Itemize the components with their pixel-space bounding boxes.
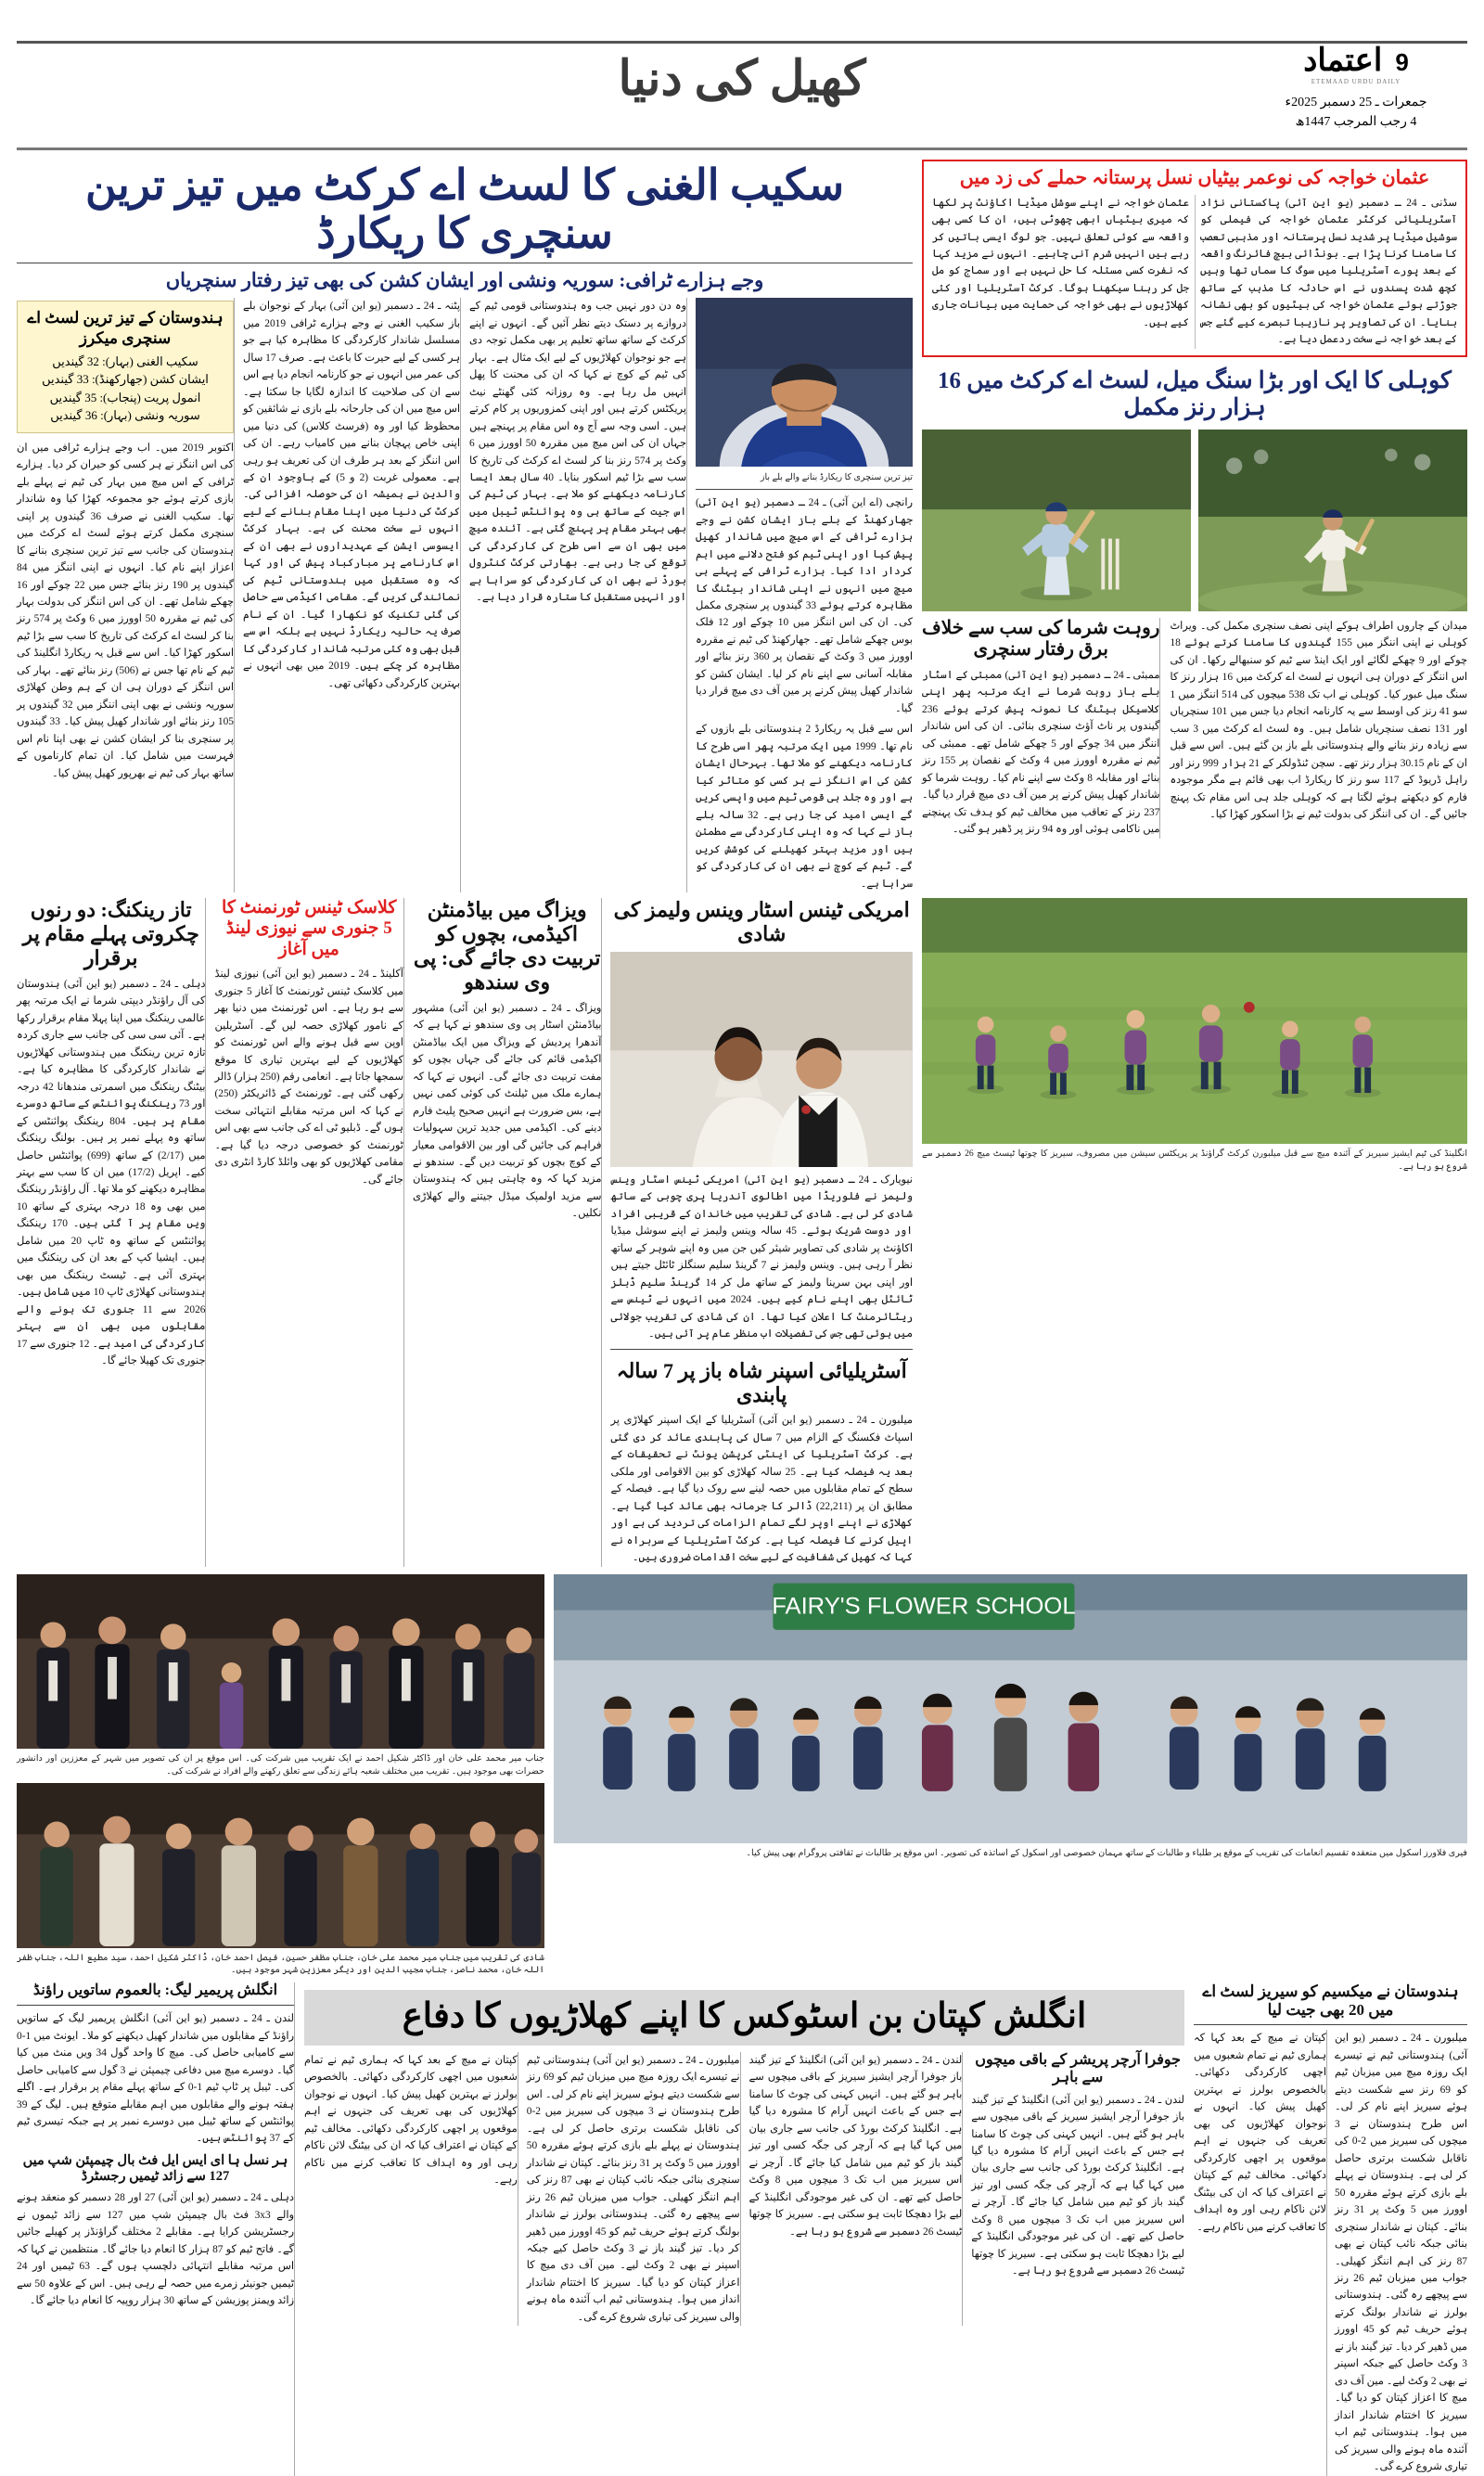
main-story-col-c: وہ دن دور نہیں جب وہ ہندوستانی قومی ٹیم کے دروازے پر دستک دیتے نظر آئیں گے۔ انہوں نے اپنے کرکٹ کے ساتھ ساتھ تعلیم پر بھی مکمل توجہ دی ہے جو نوجوان کھلاڑیوں کے لیے ایک مثال ہے۔ بہار کی ٹیم کے کوچ نے کہا کہ ان کی محنت کا پھل انہیں مل رہا ہے۔ وہ روزانہ کئی گھنٹے نیٹ پریکٹس کرتے ہیں اور اپنی کمزوریوں پر کام کرتے ہیں۔ اسی وجہ سے آج وہ اس مقام پر پہنچے ہیں جہاں ان کی اس میچ میں مقررہ 50 اوورز میں 6 وکٹ پر 574 رنز بنا کر لسٹ اے کرکٹ کی تاریخ کا سب سے بڑا ٹیم اسکور بنایا۔ 40 سال بعد ایسا کارنامہ دیکھنے کو ملا ہے۔ بہار کی ٹیم کی اس جیت کے ساتھ ہی وہ پوائنٹس ٹیبل میں بھی بہتر مقام پر پہنچ گئی ہے۔ آئندہ میچ میں بھی ان سے اسی طرح کی کارکردگی کی توقع کی جا رہی ہے۔ بھارتی کرکٹ کنٹرول بورڈ نے بھی ان کی کارکردگی کو سراہا ہے اور انہیں مستقبل کا ستارہ قرار دیا ہے۔ (469, 301, 686, 604)
player-photo-caption: تیز ترین سنچری کا ریکارڈ بنانے والے بلے باز (760, 472, 913, 483)
reception-caption-2: شادی کی تقریب میں جناب میر محمد علی خان، جناب مظفر حسین، فیصل احمد خان، ڈاکٹر شکیل احمد، سید مطیع اللہ، جناب ظفر اللہ خان، محمد ناصر، جناب مجیب الدین اور دیگر معززین شہر موجود ہیں۔ (17, 1952, 544, 1976)
reception-group-photo-1 (17, 1574, 544, 1749)
venus-headline: امریکی ٹینس اسٹار وینس ولیمز کی شادی (613, 897, 910, 945)
training-photo-caption: انگلینڈ کی ٹیم ایشیز سیریز کے آئندہ میچ سے قبل میلبورن کرکٹ گراؤنڈ پر پریکٹس سیشن میں مصروف، سیریز کا چوتھا ٹیسٹ میچ 26 دسمبر سے شروع ہو رہا ہے۔ (922, 1148, 1467, 1172)
stokes-body-1: لندن ـ 24 ـ دسمبر (یو این آئی) انگلینڈ کے تیز گیند باز جوفرا آرچر ایشیز سیریز کے باقی میچوں سے باہر ہو گئے ہیں۔ انہیں کہنی کی چوٹ کا سامنا ہے جس کے باعث انہیں آرام کا مشورہ دیا گیا ہے۔ انگلینڈ کرکٹ بورڈ کی جانب سے جاری بیان میں کہا گیا ہے کہ آرچر کی جگہ کسی اور تیز گیند باز کو ٹیم میں شامل کیا جائے گا۔ آرچر نے اس سیریز میں اب تک 3 میچوں میں 8 وکٹ حاصل کیے تھے۔ ان کی غیر موجودگی انگلینڈ کے لیے بڑا دھچکا ثابت ہو سکتی ہے۔ سیریز کا چوتھا ٹیسٹ 26 دسمبر سے شروع ہو رہا ہے۔ (748, 2054, 963, 2238)
epl-headline: انگلش پریمیر لیگ: بالعموم ساتویں راؤنڈ (32, 1982, 278, 1999)
india-series-headline: ہندوستان نے میکسیم کو سیریز لسٹ اے میں 20 بھی جیت لیا (1202, 1982, 1459, 2020)
stokes-body-2: میلبورن ـ 24 ـ دسمبر (یو این آئی) ہندوستانی ٹیم نے تیسرے ایک روزہ میچ میں میزبان ٹیم کو 69 رنز سے شکست دیتے ہوئے سیریز اپنے نام کر لی۔ اس طرح ہندوستان نے 3 میچوں کی سیریز میں 2-0 کی ناقابل شکست برتری حاصل کر لی ہے۔ ہندوستان نے پہلے بلے بازی کرتے ہوئے مقررہ 50 اوورز میں 5 وکٹ پر 31 رنز بنائے۔ کپتان نے شاندار سنچری بنائی جبکہ نائب کپتان نے بھی 87 رنز کی اہم اننگز کھیلی۔ جواب میں میزبان ٹیم 26 رنز سے پیچھے رہ گئی۔ ہندوستانی بولرز نے شاندار بولنگ کرتے ہوئے حریف ٹیم کو 45 اوورز میں ڈھیر کر دیا۔ تیز گیند باز نے 3 وکٹ حاصل کیے جبکہ اسپنر نے بھی 2 وکٹ لیے۔ مین آف دی میچ کا اعزاز کپتان کو دیا گیا۔ سیریز کا اختتام شاندار انداز میں ہوا۔ ہندوستانی ٹیم اب آئندہ ماہ ہونے والی سیریز کی تیاری شروع کرے گی۔ (526, 2054, 740, 2323)
batsman-illustration-2 (922, 430, 1191, 611)
factbox-title: ہندوستان کے تیز ترین لسٹ اے سنچری میکرز (27, 309, 224, 347)
archer-headline: جوفرا آرچر پریشر کے باقی میچوں سے باہر (975, 2051, 1182, 2085)
khawaja-story-box (922, 160, 1467, 357)
stokes-headline: انگلش کپتان بن اسٹوکس کا اپنے کھلاڑیوں کا دفاع (402, 1997, 1087, 2036)
stokes-body-3: کپتان نے میچ کے بعد کہا کہ ہماری ٹیم نے تمام شعبوں میں اچھی کارکردگی دکھائی۔ بالخصوص بولرز نے بہترین کھیل پیش کیا۔ انہوں نے نوجوان کھلاڑیوں کی بھی تعریف کی جنہوں نے اہم موقعوں پر اچھی کارکردگی دکھائی۔ مخالف ٹیم کے کپتان نے اعتراف کیا کہ ان کی بیٹنگ لائن ناکام رہی اور وہ اہداف کا تعاقب کرنے میں ناکام رہے۔ (304, 2054, 518, 2187)
venus-wedding-photo (610, 952, 913, 1167)
dignitaries-illustration-1 (17, 1574, 544, 1749)
team-training-illustration (922, 898, 1467, 1144)
futsal-headline: ہر نسل ہا ای ایس ایل فٹ بال چیمپئن شپ میں 127 سے زائد ٹیمیں رجسٹرڈ (22, 2152, 288, 2185)
factbox-list (25, 353, 225, 425)
rohit-headline: روہت شرما کی سب سے خلاف برق رفتار سنچری (922, 617, 1160, 661)
rankings-body: دہلی ـ 24 ـ دسمبر (یو این آئی) ہندوستان کی آل راؤنڈر دیپتی شرما نے ایک مرتبہ پھر عالمی رینکنگ میں اپنا پہلا مقام برقرار رکھا ہے۔ آئی سی سی کی جانب سے جاری کردہ تازہ ترین رینکنگ میں ہندوستانی کھلاڑیوں نے شاندار کارکردگی کا مظاہرہ کیا ہے۔ بیٹنگ رینکنگ میں اسمرتی مندھانا 42 درجہ اور 73 رینکنگ پوائنٹس کے ساتھ دوسرے مقام پر ہیں۔ 804 رینکنگ پوائنٹس کے ساتھ وہ پہلے نمبر پر ہیں۔ بولنگ رینکنگ میں (2/17) کے ساتھ (699) پوائنٹس حاصل کیے۔ اپریل (17/2) میں ان کا سب سے بہتر مظاہرہ دیکھنے کو ملا تھا۔ آل راؤنڈر رینکنگ میں بھی وہ 18 درجہ بہتری کے ساتھ 10 ویں مقام پر آ گئی ہیں۔ 170 رینکنگ پوائنٹس کے ساتھ وہ ٹاپ 20 میں شامل ہیں۔ ایشیا کپ کے بعد ان کی رینکنگ میں بہتری آئی ہے۔ ٹیسٹ رینکنگ میں بھی ہندوستانی کھلاڑی ٹاپ 10 میں شامل ہیں۔ 2026 سے 11 جنوری تک ہونے والے مقابلوں میں بھی ان سے بہتر کارکردگی کی امید ہے۔ 12 جنوری سے 17 جنوری تک کھیلا جائے گا۔ (16, 978, 206, 1367)
main-headline: سکیب الغنی کا لسٹ اے کرکٹ میں تیز ترین سنچری کا ریکارڈ (84, 161, 845, 257)
rohit-body: ممبئی ـ 24 ـ دسمبر (یو این آئی) ممبئی کے اسٹار بلے باز روہت شرما نے ایک مرتبہ پھر اپنی کلاسیکل بیٹنگ کا نمونہ پیش کرتے ہوئے 236 گیندوں پر ناٹ آؤٹ سنچری بنائی۔ ان کی اس شاندار اننگز میں 34 چوکے اور 5 چھکے شامل تھے۔ ممبئی کی ٹیم نے مقررہ اوورز میں 4 وکٹ کے نقصان پر 155 رنز بنائے اور مقابلہ 8 وکٹ سے اپنے نام کیا۔ روہت شرما کو شاندار کھیل پیش کرنے پر مین آف دی میچ قرار دیا گیا۔ 237 رنز کے تعاقب میں مخالف ٹیم کو ہدف تک پہنچنے میں ناکامی ہوئی اور وہ 94 رنز پر ڈھیر ہو گئی۔ (922, 670, 1160, 836)
school-children-illustration (554, 1574, 1467, 1843)
tennis-nz-body: آکلینڈ ـ 24 ـ دسمبر (یو این آئی) نیوزی لینڈ میں کلاسک ٹینس ٹورنمنٹ کا آغاز 5 جنوری سے ہو رہا ہے۔ اس ٹورنمنٹ میں دنیا بھر کے نامور کھلاڑی حصہ لیں گے۔ آسٹریلین اوپن سے قبل ہونے والے اس ٹورنمنٹ کو کھلاڑیوں کے لیے بہترین تیاری کا موقع سمجھا جاتا ہے۔ انعامی رقم (250 ہزار) ڈالر رکھی گئی ہے۔ ٹورنمنٹ کے ڈائریکٹر (250) نے کہا کہ اس مرتبہ مقابلے انتہائی سخت ہوں گے۔ ڈبلیو ٹی اے کی جانب سے بھی اس ٹورنمنٹ کو خصوصی درجہ دیا گیا ہے۔ مقامی کھلاڑیوں کو بھی وائلڈ کارڈ انٹری دی جائے گی۔ (214, 969, 403, 1186)
school-photo-caption: فیری فلاورز اسکول میں منعقدہ تقسیم انعامات کی تقریب کے موقع پر طلباء و طالبات کے ساتھ مہمان خصوصی اور اسکول کے اساتذہ کی تصویر۔ اس موقع پر طالبات نے ثقافتی پروگرام بھی پیش کیا۔ (746, 1847, 1467, 1858)
cricket-photo-2 (922, 430, 1191, 611)
svg-text:FAIRY'S FLOWER SCHOOL: FAIRY'S FLOWER SCHOOL (772, 1593, 1076, 1620)
factbox-item: سوریہ ونشی (بہار): 36 گیندیں (50, 408, 200, 423)
newspaper-page (0, 41, 1484, 2473)
india-series-body-2: کپتان نے میچ کے بعد کہا کہ ہماری ٹیم نے تمام شعبوں میں اچھی کارکردگی دکھائی۔ بالخصوص بولرز نے بہترین کھیل پیش کیا۔ انہوں نے نوجوان کھلاڑیوں کی بھی تعریف کی جنہوں نے اہم موقعوں پر اچھی کارکردگی دکھائی۔ مخالف ٹیم کے کپتان نے اعتراف کیا کہ ان کی بیٹنگ لائن ناکام رہی اور وہ اہداف کا تعاقب کرنے میں ناکام رہے۔ (1194, 2033, 1326, 2233)
main-story-col-b: پٹنہ ـ 24 ـ دسمبر (یو این آئی) بہار کے نوجوان بلے باز سکیب الغنی نے وجے ہزارے ٹرافی 2019 میں مسلسل شاندار کارکردگی کا مظاہرہ کیا ہے جو ہر کسی کے لیے حیرت کا باعث ہے۔ صرف 17 سال کی عمر میں انہوں نے جو کارنامہ انجام دیا ہے اس سے ان کی صلاحیت کا اندازہ لگایا جا سکتا ہے۔ اس میچ میں ان کی جارحانہ بلے بازی نے شائقین کو محظوظ کیا اور وہ (فرسٹ کلاس) کی دنیا میں اپنی خاص پہچان بنانے میں کامیاب رہے۔ ان کی اس اننگز کے بعد ہر طرف ان کی تعریف ہو رہی ہے۔ معمولی غربت (2 و 5) کے باوجود ان کے والدین نے ہمیشہ ان کی حوصلہ افزائی کی۔ کرکٹ کی دنیا میں اپنا مقام بنانے کے لیے انہوں نے سخت محنت کی ہے۔ بہار کرکٹ ایسوسی ایشن کے عہدیداروں نے بھی ان کے اس کارنامے پر مبارکباد پیش کی اور کہا کہ وہ مستقبل میں ہندوستانی ٹیم کی نمائندگی کریں گے۔ مقامی اکیڈمی سے حاصل کی گئی تکنیک کو نکھارا گیا۔ ان کے نام صرف یہ حالیہ ریکارڈ نہیں ہے بلکہ اس سے قبل بھی وہ کئی مرتبہ شاندار کارکردگی کا مظاہرہ کر چکے ہیں۔ 2019 میں بھی انہوں نے بہترین کارکردگی دکھائی تھی۔ (243, 301, 460, 689)
badminton-headline: ویزاگ میں بیاڈمنٹن اکیڈمی، بچوں کو تربیت دی جائے گی: پی وی سندھو (413, 897, 601, 994)
tennis-nz-headline (214, 898, 403, 960)
archer-body: لندن ـ 24 ـ دسمبر (یو این آئی) انگلینڈ کے تیز گیند باز جوفرا آرچر ایشیز سیریز کے باقی میچوں سے باہر ہو گئے ہیں۔ انہیں کہنی کی چوٹ کا سامنا ہے جس کے باعث انہیں آرام کا مشورہ دیا گیا ہے۔ انگلینڈ کرکٹ بورڈ کی جانب سے جاری بیان میں کہا گیا ہے کہ آرچر کی جگہ کسی اور تیز گیند باز کو ٹیم میں شامل کیا جائے گا۔ آرچر نے اس سیریز میں اب تک 3 میچوں میں 8 وکٹ حاصل کیے تھے۔ ان کی غیر موجودگی انگلینڈ کے لیے بڑا دھچکا ثابت ہو سکتی ہے۔ سیریز کا چوتھا ٹیسٹ 26 دسمبر سے شروع ہو رہا ہے۔ (971, 2094, 1184, 2277)
wedding-couple-illustration (610, 952, 913, 1167)
stokes-headline-band (304, 1990, 1184, 2046)
section-title: کھیل کی دنیا (618, 53, 866, 106)
main-subheadline: وجے ہزارے ٹرافی: سوریہ ونشی اور ایشان کشن کی بھی تیز رفتار سنچریاں (165, 269, 764, 292)
right-col-body-1: رانچی (اے این آئی) ـ 24 ـ دسمبر (یو این آئی) جھارکھنڈ کے بلے باز ایشان کشن نے وجے ہزارے ٹرافی کے اس میچ میں شاندار کھیل پیش کیا اور اپنی ٹیم کو فتح دلانے میں اہم کردار ادا کیا۔ ہزارے ٹرافی کے پہلے ہی میچ میں انہوں نے اپنی شاندار بیٹنگ کا مظاہرہ کرتے ہوئے 33 گیندوں پر سنچری مکمل کی۔ ان کی اس اننگز میں 10 چوکے اور 12 فلک بوس چھکے شامل تھے۔ جھارکھنڈ کی ٹیم نے مقررہ اوورز میں 3 وکٹ کے نقصان پر 360 رنز بنائے اور مقابلہ آسانی سے اپنے نام کر لیا۔ ایشان کشن کو شاندار کھیل پیش کرنے پر مین آف دی میچ قرار دیا گیا۔ (696, 497, 914, 714)
main-story-col-a: اکتوبر 2019 میں۔ اب وجے ہزارے ٹرافی میں ان کی اس اننگز نے ہر کسی کو حیران کر دیا۔ ہزارے ٹرافی کے اس میچ میں بہار کی ٹیم نے پہلے بلے بازی کرتے ہوئے جو مجموعہ کھڑا کیا وہ شاندار تھا۔ سکیب الغنی نے صرف 36 گیندوں پر اپنی سنچری مکمل کرتے ہوئے لسٹ اے کرکٹ میں ہندوستان کی جانب سے تیز ترین سنچری بنانے کا اعزاز اپنے نام کیا۔ انہوں نے اپنی اننگز میں 84 گیندوں پر 190 رنز بنائے جس میں 22 چوکے اور 16 چھکے شامل تھے۔ ان کی اس اننگز کی بدولت بہار کی ٹیم نے مقررہ 50 اوورز میں 6 وکٹ پر 574 رنز بنا کر لسٹ اے کرکٹ کی تاریخ کا سب سے بڑا ٹیم اسکور کھڑا کیا۔ اس سے قبل یہ ریکارڈ انگلینڈ کی ٹیم کے نام تھا جس نے (506) رنز بنائے تھے۔ بہار کی اس اننگز کے دوران ہی ان کے ہم وطن کھلاڑی سوریہ ونشی نے بھی اپنی اننگز میں 32 گیندوں پر 105 رنز بنائے اور شاندار کھیل پیش کیا۔ 33 گیندوں پر سنچری بنا کر ایشان کشن نے بھی اپنا نام اس فہرست میں شامل کیا۔ ان تمام کارناموں کے ساتھ بہار کی ٹیم نے بھرپور کھیل پیش کیا۔ (17, 442, 235, 779)
rankings-headline: تاز رینکنگ: دو رنوں چکروتی پہلے مقام پر برقرار (22, 897, 199, 969)
epl-body-1: لندن ـ 24 ـ دسمبر (یو این آئی) انگلش پریمیر لیگ کے ساتویں راؤنڈ کے مقابلوں میں شاندار کھیل دیکھنے کو ملا۔ ایونٹ میں 1-0 سے کامیابی حاصل کی۔ میچ کا واحد گول 34 ویں منٹ میں کیا گیا۔ دوسرے میچ میں دفاعی چیمپئن نے 3 گول سے کامیابی حاصل کی۔ ٹیبل پر ٹاپ ٹیم 1-0 کے ساتھ پہلے مقام پر برقرار ہے۔ اگلے ہفتہ ہونے والے مقابلوں میں اہم مقابلے متوقع ہیں۔ لیگ کے 39 پوائنٹس کے ساتھ ٹیبل میں دوسرے نمبر پر ہے جبکہ تیسری ٹیم کے 37 پوائنٹس ہیں۔ (17, 2013, 294, 2145)
tennis-nz-headline-line2: 5 جنوری سے نیوزی لینڈ میں آغاز (225, 918, 392, 959)
factbox-item: سکیب الغنی (بہار): 32 گیندیں (52, 353, 198, 368)
fastest-century-factbox (17, 301, 234, 433)
aus-ban-body: میلبورن ـ 24 ـ دسمبر (یو این آئی) آسٹریلیا کے ایک اسپنر کھلاڑی پر اسپاٹ فکسنگ کے الزام میں 7 سال کی پابندی عائد کر دی گئی ہے۔ کرکٹ آسٹریلیا کی اینٹی کرپشن یونٹ نے تحقیقات کے بعد یہ فیصلہ کیا ہے۔ 25 سالہ کھلاڑی کو بین الاقوامی اور ملکی سطح کے تمام مقابلوں میں حصہ لینے سے روک دیا گیا ہے۔ فیصلہ کے مطابق ان پر (22,211) ڈالر کا جرمانہ بھی عائد کیا گیا ہے۔ کھلاڑی نے اپنے اوپر لگے تمام الزامات کی تردید کی ہے اور اپیل کرنے کا فیصلہ کیا ہے۔ کرکٹ آسٹریلیا کے سربراہ نے کہا کہ کھیل کی شفافیت کے لیے سخت اقدامات ضروری ہیں۔ (610, 1415, 913, 1564)
masthead (17, 41, 1467, 150)
kohli-headline: کوہلی کا ایک اور بڑا سنگ میل، لسٹ اے کرکٹ میں 16 ہزار رنز مکمل (938, 367, 1452, 421)
badminton-body: ویزاگ ـ 24 ـ دسمبر (یو این آئی) مشہور بیاڈمنٹن اسٹار پی وی سندھو نے کہا ہے کہ آندھرا پردیش کے ویزاگ میں ایک بیاڈمنٹن اکیڈمی قائم کی جائے گی جہاں بچوں کو مفت تربیت دی جائے گی۔ انہوں نے کہا کہ ہمارے ملک میں ٹیلنٹ کی کوئی کمی نہیں ہے، بس ضرورت ہے انہیں صحیح پلیٹ فارم دینے کی۔ اکیڈمی میں جدید ترین سہولیات فراہم کی جائیں گی اور بین الاقوامی معیار کے کوچ بچوں کو تربیت دیں گے۔ سندھو نے مزید کہا کہ وہ چاہتی ہیں کہ ہندوستان سے مزید اولمپک میڈل جیتنے والے کھلاڑی نکلیں۔ (412, 1002, 602, 1220)
dignitaries-illustration-2 (17, 1783, 544, 1948)
reception-group-photo-2 (17, 1783, 544, 1948)
khawaja-headline: عثمان خواجہ کی نوعمر بیٹیاں نسل پرستانہ حملے کی زد میں (959, 168, 1430, 188)
publication-roman-name: ETEMAAD URDU DAILY (1311, 78, 1401, 85)
aus-ban-headline: آسٹریلیائی اسپنر شاہ باز پر 7 سالہ پابندی (616, 1358, 907, 1406)
publication-name: اعتماد (1303, 44, 1383, 78)
page-number: 9 (1395, 48, 1409, 76)
gregorian-date: جمعرات ـ 25 دسمبر 2025ء (1285, 96, 1427, 109)
cricketer-portrait (696, 298, 913, 467)
right-col-body-2: اس سے قبل یہ ریکارڈ 2 ہندوستانی بلے بازوں کے نام تھا۔ 1999 میں ایک مرتبہ پھر اسی طرح کا کارنامہ دیکھنے کو ملا تھا۔ بہرحال ایشان کشن کی اس اننگز نے ہر کسی کو متاثر کیا ہے اور وہ جلد ہی قومی ٹیم میں واپسی کریں گے ایسی امید کی جا رہی ہے۔ 32 سالہ بلے باز نے کہا کہ وہ اپنی کارکردگی سے مطمئن ہیں اور مزید بہتر کھیلنے کی کوشش کریں گے۔ ٹیم کے کوچ نے بھی ان کی کارکردگی کو سراہا ہے۔ (696, 724, 913, 890)
batsman-illustration-1 (1198, 430, 1467, 611)
khawaja-body-1: سڈنی ـ 24 ـ دسمبر (یو این آئی) پاکستانی نژاد آسٹریلیائی کرکٹر عثمان خواجہ کی فیملی کو سوشیل میڈیا پر شدید نسل پرستانہ اور مذہبی تعصب کا سامنا کرنا پڑا ہے۔ بونڈائی بیچ فائرنگ واقعہ کے بعد پورے آسٹریلیا میں سوگ کا سماں تھا وہیں کچھ شدت پسندوں نے اس حادثہ کا مذہب کے ساتھ جوڑتے ہوئے عثمان خواجہ کی بیٹیوں کو بھی نشانہ بنایا۔ ان کی تصاویر پر نازیبا تبصرے کیے گئے جس کے بعد خواجہ نے سخت ردعمل دیا ہے۔ (1200, 197, 1457, 346)
tennis-nz-headline-line1: کلاسک ٹینس ٹورنمنٹ کا (222, 897, 397, 917)
school-group-photo (554, 1574, 1467, 1843)
reception-caption-1: جناب میر محمد علی خان اور ڈاکٹر شکیل احمد نے ایک تقریب میں شرکت کی۔ اس موقع پر ان کی تصویر میں شہر کے معززین اور دانشور حضرات بھی موجود ہیں۔ تقریب میں مختلف شعبہ ہائے زندگی سے تعلق رکھنے والے افراد نے شرکت کی۔ (17, 1752, 544, 1777)
training-session-photo (922, 898, 1467, 1144)
venus-body: نیویارک ـ 24 ـ دسمبر (یو این آئی) امریکی ٹینس اسٹار وینس ولیمز نے فلوریڈا میں اطالوی آندریا پری چوبی کے ساتھ شادی کر لی ہے۔ شادی کی تقریب میں خاندان کے قریبی افراد اور دوست شریک ہوئے۔ 45 سالہ وینس ولیمز نے اپنے سوشل میڈیا اکاؤنٹ پر شادی کی تصاویر شیئر کیں جن میں وہ اپنے شوہر کے ساتھ نظر آ رہی ہیں۔ وینس ولیمز نے 7 گرینڈ سلیم سنگلز ٹائٹل جیتے ہیں اور اپنی بہن سرینا ولیمز کے ساتھ مل کر 14 گرینڈ سلیم ڈبلز ٹائٹل بھی اپنے نام کیے ہیں۔ 2024 میں انہوں نے ٹینس سے ریٹائرمنٹ کا اعلان کیا تھا۔ ان کی شادی کی تقریب جولائی میں ہوئی تھی جس کی تفصیلات اب منظر عام پر آئی ہیں۔ (610, 1174, 914, 1341)
factbox-item: انمول پریت (پنجاب): 35 گیندیں (49, 390, 201, 404)
hijri-date: 4 رجب المرجب 1447ھ (1295, 115, 1417, 129)
factbox-item: ایشان کشن (جھارکھنڈ): 33 گیندیں (42, 372, 209, 387)
india-series-body-1: میلبورن ـ 24 ـ دسمبر (یو این آئی) ہندوستانی ٹیم نے تیسرے ایک روزہ میچ میں میزبان ٹیم کو 69 رنز سے شکست دیتے ہوئے سیریز اپنے نام کر لی۔ اس طرح ہندوستان نے 3 میچوں کی سیریز میں 2-0 کی ناقابل شکست برتری حاصل کر لی ہے۔ ہندوستان نے پہلے بلے بازی کرتے ہوئے مقررہ 50 اوورز میں 5 وکٹ پر 31 رنز بنائے۔ کپتان نے شاندار سنچری بنائی جبکہ نائب کپتان نے بھی 87 رنز کی اہم اننگز کھیلی۔ جواب میں میزبان ٹیم 26 رنز سے پیچھے رہ گئی۔ ہندوستانی بولرز نے شاندار بولنگ کرتے ہوئے حریف ٹیم کو 45 اوورز میں ڈھیر کر دیا۔ تیز گیند باز نے 3 وکٹ حاصل کیے جبکہ اسپنر نے بھی 2 وکٹ لیے۔ مین آف دی میچ کا اعزاز کپتان کو دیا گیا۔ سیریز کا اختتام شاندار انداز میں ہوا۔ ہندوستانی ٹیم اب آئندہ ماہ ہونے والی سیریز کی تیاری شروع کرے گی۔ (1335, 2033, 1468, 2473)
khawaja-body-2: عثمان خواجہ نے اپنے سوشل میڈیا اکاؤنٹ پر لکھا کہ میری بیٹیاں ابھی چھوٹی ہیں، ان کا کسی بھی واقعہ سے کوئی تعلق نہیں۔ جو لوگ ایسی باتیں کر رہے ہیں انہیں شرم آنی چاہیے۔ انہوں نے مزید کہا کہ نفرت کسی مسئلہ کا حل نہیں ہے اور سماج کو مل جل کر رہنا سیکھنا ہوگا۔ کرکٹ آسٹریلیا اور کئی کھلاڑیوں نے بھی خواجہ کی حمایت میں بیانات جاری کیے ہیں۔ (932, 197, 1189, 328)
futsal-body: دہلی ـ 24 ـ دسمبر (یو این آئی) 27 اور 28 دسمبر کو منعقد ہونے والے 3x3 فٹ بال چیمپئن شپ میں 127 سے زائد ٹیموں نے رجسٹریشن کرایا ہے۔ مقابلے 2 مختلف گراؤنڈز پر کھیلے جائیں گے۔ فاتح ٹیم کو 87 ہزار کا انعام دیا جائے گا۔ منتظمین نے کہا کہ اس مرتبہ مقابلے انتہائی دلچسپ ہوں گے۔ 63 ٹیمیں اور 24 ٹیمیں جونیئر زمرے میں حصہ لے رہی ہیں۔ اس کے علاوہ 50 سے زائد ویمنز پوزیشن کے ساتھ 30 ہزار روپیہ کا انعام دیا جائے گا۔ (17, 2192, 295, 2306)
kohli-body: میدان کے چاروں اطراف ہوکے اپنی نصف سنچری مکمل کی۔ ویراٹ کوہلی نے اپنی اننگز میں 155 گیندوں کا سامنا کرتے ہوئے 18 چوکے اور 9 چھکے لگائے اور ایک اینڈ سے ٹیم کو سنبھالے رکھا۔ ان کی اس اننگز کے دوران ہی انہوں نے لسٹ اے کرکٹ میں 16 ہزار رنز کا سنگ میل عبور کیا۔ کوہلی نے اب تک 538 میچوں کی 514 اننگز میں 1 سو 41 رنز کی اوسط سے یہ کارنامہ انجام دیا جس میں 101 سنچریاں اور 131 نصف سنچریاں شامل ہیں۔ وہ لسٹ اے کرکٹ میں 3 سب سے زیادہ رنز بنانے والے ہندوستانی بلے باز بن گئے ہیں۔ اس سے قبل ان کے نام 30.15 ہزار رنز تھے۔ سچن ٹنڈولکر کے 21 ہزار 999 رنز اور راہل ڈریوڈ کے 117 سو رنز کا ریکارڈ اب بھی قائم ہے مگر موجودہ فارم کو دیکھتے ہوئے لگتا ہے کہ کوہلی جلد ہی اس مقام تک پہنچ جائیں گے۔ ان کی اننگز کی بدولت ٹیم نے بڑا اسکور کھڑا کیا۔ (1170, 620, 1468, 820)
player-portrait-photo (696, 298, 913, 467)
cricket-photo-1 (1198, 430, 1467, 611)
